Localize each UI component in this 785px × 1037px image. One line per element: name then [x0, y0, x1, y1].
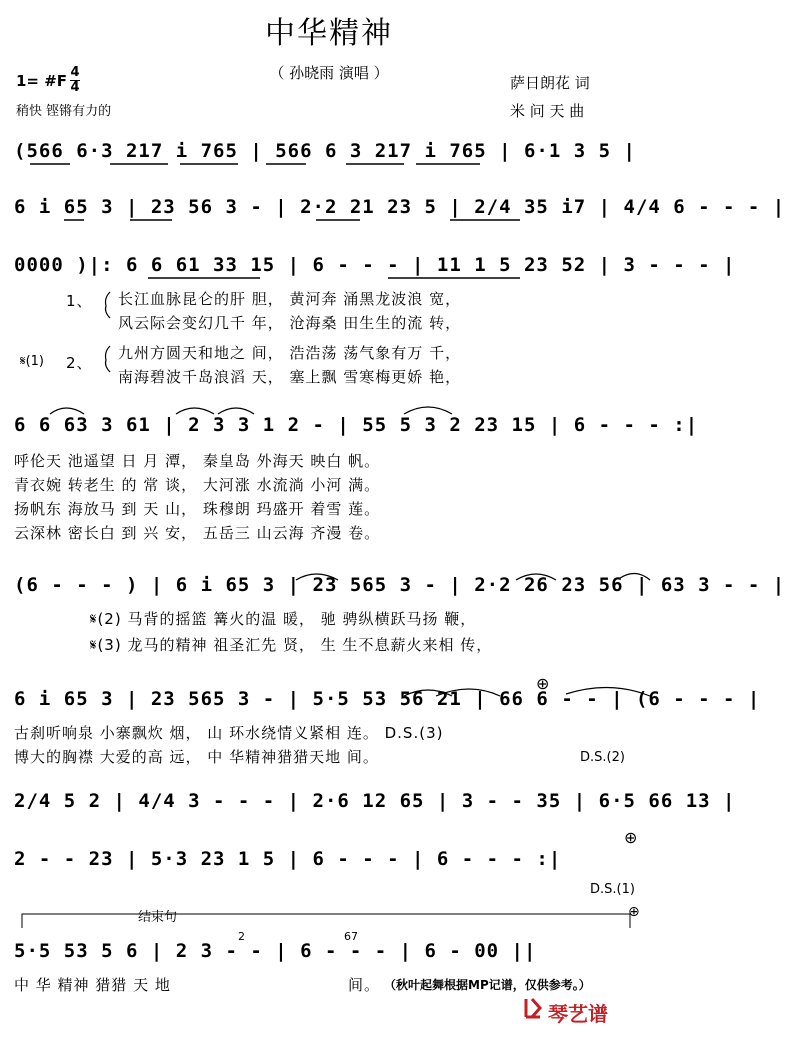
lyric-row-10-end: 间。 — [348, 976, 381, 994]
ending-label: 结束句 — [138, 910, 178, 925]
slurs — [50, 407, 650, 696]
coda-icon-3: ⊕ — [628, 904, 640, 920]
time-sig-bottom: 4 — [70, 80, 80, 95]
verse-2b: 南海碧波千岛浪滔 天， 塞上飘 雪寒梅更娇 艳， — [118, 368, 462, 386]
time-sig-top: 4 — [70, 65, 80, 80]
lyric-row-6-2: 𝄋(3) 龙马的精神 祖圣汇先 贤， 生 生不息薪火来相 传， — [90, 636, 493, 654]
verse-2-brace — [106, 346, 111, 372]
lyric-row-7-1: 古刹听响泉 小寨飘炊 烟， 山 环水绕情义紧相 连。 D.S.(3) — [14, 724, 444, 742]
coda-icon: ⊕ — [536, 674, 550, 693]
ds-2-mark: D.S.(2) — [580, 750, 625, 765]
lyricist-credit: 萨日朗花 词 — [510, 74, 590, 92]
ending-bracket — [22, 914, 630, 928]
score-row-9: 2 - - 23 | 5·3 23 1 5 | 6 - - - | 6 - - - :| — [14, 848, 562, 870]
composer-credit: 米 问 天 曲 — [510, 102, 585, 120]
performer-subtitle: （ 孙晓雨 演唱 ） — [269, 64, 389, 82]
score-row-5: 6 6 63 3 61 | 2 3 3 1 2 - | 55 5 3 2 23 15 | 6 - - - :| — [14, 414, 699, 436]
score-row-7: 6 i 65 3 | 23 565 3 - | 5·5 53 56 21 | 66 6 - - | (6 - - - | — [14, 688, 761, 710]
verse-2-label: 2、 — [66, 354, 93, 372]
score-row-2: 6 i 65 3 | 23 56 3 - | 2·2 21 23 5 | 2/4 35 i7 | 4/4 6 - - - | — [14, 196, 785, 218]
verse-1b: 风云际会变幻几千 年， 沧海桑 田生生的流 转， — [118, 314, 462, 332]
key-signature: 1= #F — [16, 72, 68, 90]
lyric-row-10: 中 华 精神 猎猎 天 地 — [14, 976, 171, 994]
lyric-row-7-2: 博大的胸襟 大爱的高 远， 中 华精神猎猎天地 间。 — [14, 748, 379, 766]
verse-1-brace — [106, 292, 111, 318]
tempo-marking: 稍快 铿锵有力的 — [16, 104, 112, 119]
score-row-1: (566 6·3 217 i 765 | 566 6 3 217 i 765 | 6·1 3 5 | — [14, 140, 636, 162]
score-row-10: 5·5 53 5 6 | 2 3 - - | 6 - - - | 6 - 00 || — [14, 940, 537, 962]
lyric-row-5-1: 呼伦天 池遥望 日 月 潭， 秦皇岛 外海天 映白 帆。 — [14, 452, 381, 470]
segno-label: 𝄋(1) — [20, 354, 45, 369]
verse-2a: 九州方圆天和地之 间， 浩浩荡 荡气象有万 千， — [118, 344, 462, 362]
transcription-note: （秋叶起舞根据MP记谱，仅供参考。） — [384, 978, 591, 992]
grace-note-2: 67 — [344, 930, 358, 943]
score-row-3: 0000 )|: 6 6 61 33 15 | 6 - - - | 11 1 5 23 52 | 3 - - - | — [14, 254, 736, 276]
lyric-row-6-1: 𝄋(2) 马背的摇篮 篝火的温 暖， 驰 骋纵横跃马扬 鞭， — [90, 610, 477, 628]
verse-1a: 长江血脉昆仑的肝 胆， 黄河奔 涌黑龙波浪 宽， — [118, 290, 462, 308]
beam-lines — [30, 164, 520, 278]
lyric-row-5-3: 扬帆东 海放马 到 天 山， 珠穆朗 玛盛开 着雪 莲。 — [14, 500, 381, 518]
ds-1-mark: D.S.(1) — [590, 882, 635, 897]
site-logo: 琴艺谱 — [548, 1002, 608, 1026]
score-row-6: (6 - - - ) | 6 i 65 3 | 23 565 3 - | 2·2 26 23 56 | 63 3 - - | — [14, 574, 785, 596]
score-row-8: 2/4 5 2 | 4/4 3 - - - | 2·6 12 65 | 3 - - 35 | 6·5 66 13 | — [14, 790, 736, 812]
lyric-row-5-4: 云深林 密长白 到 兴 安， 五岳三 山云海 齐漫 卷。 — [14, 524, 381, 542]
coda-icon-2: ⊕ — [624, 828, 638, 847]
page-title: 中华精神 — [265, 16, 393, 51]
grace-note-1: 2 — [238, 930, 245, 943]
verse-1-label: 1、 — [66, 292, 93, 310]
lyric-row-5-2: 青衣婉 转老生 的 常 谈， 大河涨 水流淌 小河 满。 — [14, 476, 381, 494]
